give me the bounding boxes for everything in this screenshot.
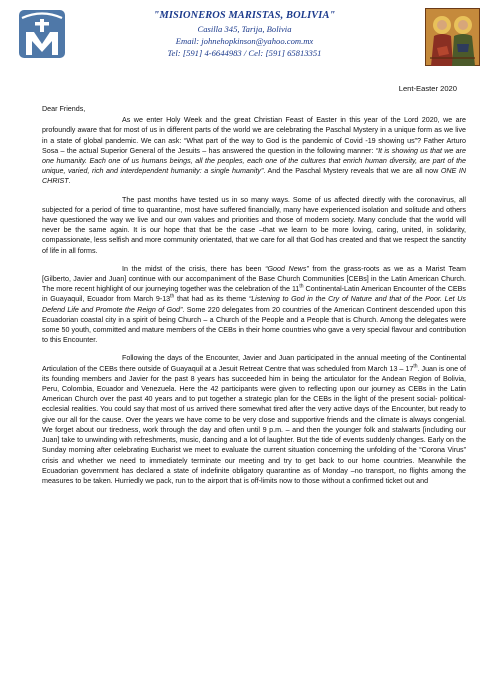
address-line: Casilla 345, Tarija, Bolivia <box>197 24 292 34</box>
letter-body <box>42 104 466 486</box>
religious-icon-image <box>425 8 480 66</box>
org-name: "MISIONEROS MARISTAS, BOLIVIA" <box>153 10 336 21</box>
quote-sosa: “It is showing us that we are one humanity. Each one of us humans beings, all the peoples, each one of the cultures that enrich human diversity, are part of the unique, varied, rich and interdependent humanity: a single humanity” <box>42 146 466 176</box>
email-line: Email: johnehopkinson@yahoo.com.mx <box>175 36 314 46</box>
one-in-christ: ONE IN CHRIST <box>42 167 466 186</box>
paragraph-3: In the midst of the crisis, there has been “Good News” from the grass-roots as we as a Marist Team [Gilberto, Javier and Juan] continue with our accompaniment of the Base Church Communities [CEBs] in the Latin American Church. The more recent highlight of our journeying together was the celebration of the 11th Continental-Latin American Encounter of the CEBs in Guayaquil, Ecuador from March 9-13th that had as its theme “Listening to God in the Cry of Nature and that of the Poor. Let Us Defend Life and Promote the Reign of God”. Some 220 delegates from 20 countries of the American Continent descended upon this Ecuadorian coastal city in a spirit of being Church – a Church of the People and a People that is Church. Among the delegates were some 50 youth, committed and mature members of the CEBs in their home countries who gave a very special flavour and contribution to this Encounter. <box>42 264 466 345</box>
good-news: “Good News” <box>265 264 309 273</box>
paragraph-4: Following the days of the Encounter, Javier and Juan participated in the annual meeting of the Continental Articulation of the CEBs there outside of Guayaquil at a Jesuit Retreat Centre that was scheduled from March 13 – 17th. Juan is one of its founding members and Javier for the past 8 years has succeeded him in being the articulator for the Andean Region of Bolivia, Peru, Colombia, Ecuador and Venezuela. Here the 42 participants were given to reflecting upon our journey as CEBs in the Latin American Church over the past 40 years and to put together a strategic plan for the CEBs in the light of the present social- political- ecclesial realities. You could say that most of us arrived there somewhat tired after the very active days of the Encounter, but ready to give our all for the cause. Over the years we have come to be very close and supportive friends and the climate is always congenial. We forget about our tiredness, work through the day and often until 9 p.m. – and then the younger folk and stalwarts [including our Juan] take to unwinding with refreshments, music, dancing and a lot of laughter. But the tide of events suddenly changes. Early on the Sunday morning after celebrating Eucharist we meet to evaluate the current situation concerning the unfolding of the “Corona Virus” crisis and whether we need to immediately terminate our meeting and try to get back to our home countries. Meanwhile the Ecuadorian government has declared a state of indefinite obligatory quarantine as of Monday –no transport, no flights among the measures to be taken. Hurriedly we pack, run to the airport that is off-limits now to those without a confirmed ticket out and <box>42 354 466 485</box>
phone-line: Tel: [591] 4-6644983 / Cel: [591] 65813351 <box>167 48 322 58</box>
paragraph-1: As we enter Holy Week and the great Christian Feast of Easter in this year of the Lord 2020, we are profoundly aware that for most of us in different parts of the world we are celebrating the Paschal Mystery in a unique form as we live in a state of global pandemic. We can ask: “What part of the way to God is the pandemic of Covid -19 showing us”? Father Arturo Sosa – the actual Superior General of the Jesuits – has answered the question in the following manner: “It is showing us that we are one humanity. Each one of us humans beings, all the peoples, each one of the cultures that enrich human diversity, are part of the unique, varied, rich and interdependent humanity: a single humanity”. And the Paschal Mystery reveals that we are all now ONE IN CHRIST. <box>42 116 466 186</box>
paragraph-2: The past months have tested us in so many ways. Some of us affected directly with the coronavirus, all subjected for a period of time to quarantine, most have suffered financially, many have experienced isolation and solitude and others have questioned the way we live and our own values and priorities and those of modern society. Many conclude that the world will never be the same again. It is our hope that that be the case –that we learn to be more loving, caring, united, in solidarity, compassionate, less selfish and more community orientated, that we care for all that God has created and that we respect the sanctity of life in all forms. <box>42 195 466 255</box>
letter-date: Lent-Easter 2020 <box>398 84 457 93</box>
encounter-theme: “Listening to God in the Cry of Nature and that of the Poor. Let Us Defend Life and Promote the Reign of God” <box>42 295 466 314</box>
greeting: Dear Friends, <box>42 105 86 113</box>
